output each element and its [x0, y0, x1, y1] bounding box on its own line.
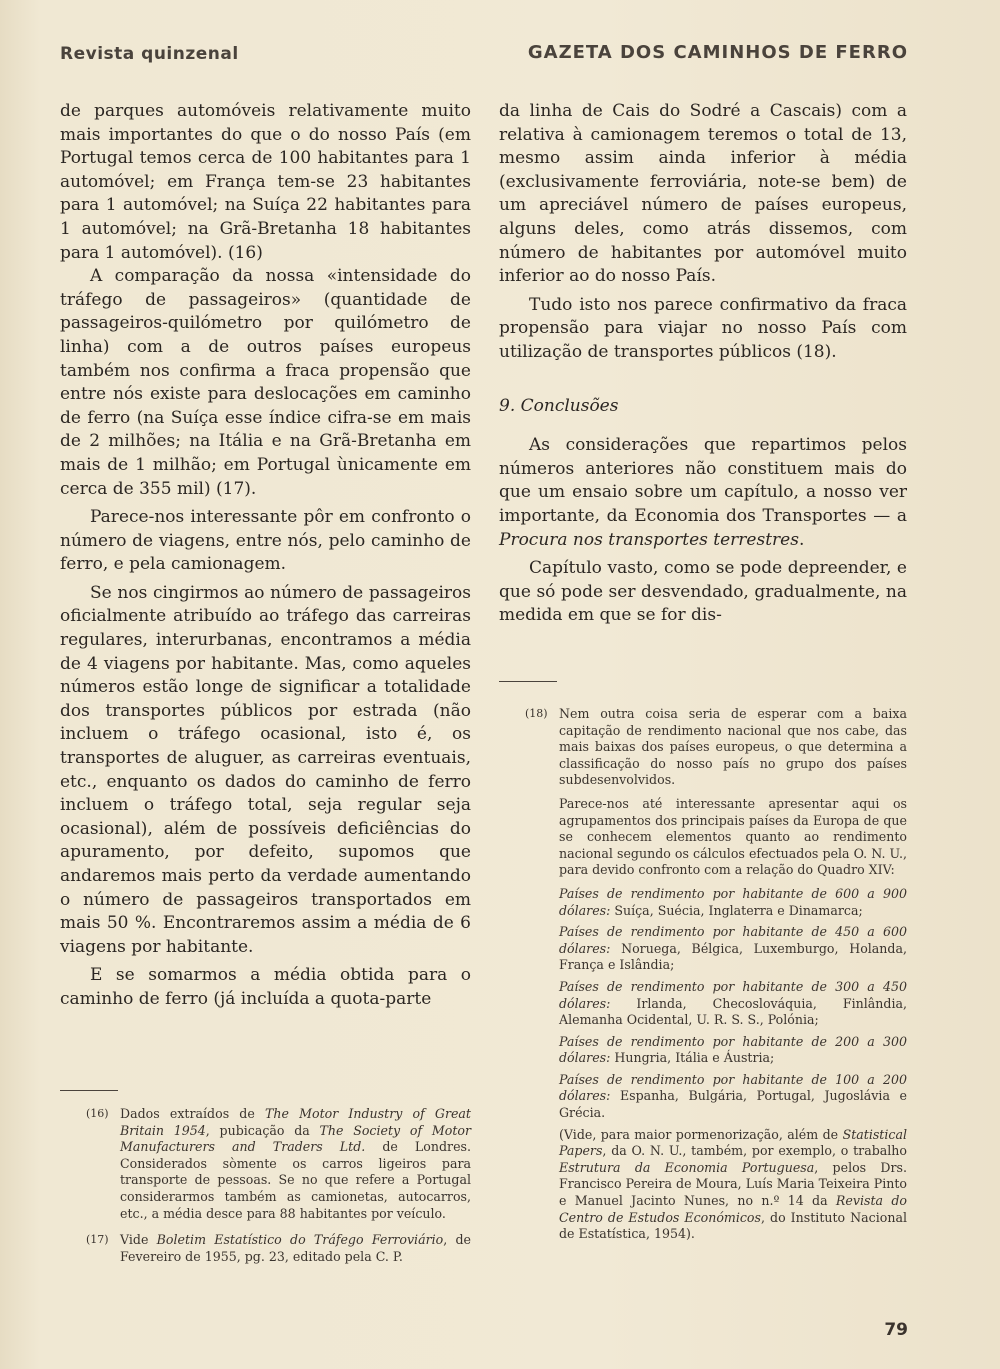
income-group-4: [499, 1034, 907, 1067]
italic-title: Estrutura da Economia Portuguesa: [559, 1159, 815, 1175]
section-heading: 9. Conclusões: [499, 395, 619, 416]
footnote-number: (17): [86, 1233, 109, 1247]
text-run: As considerações que repartimos pelos números anteriores não constituem mais do que um ensaio sobre um capítulo, a nosso ver importante, da Economia dos Transportes — a: [499, 435, 907, 526]
italic-title: Statistical Papers: [559, 1126, 907, 1159]
income-group-1: [499, 886, 907, 919]
paragraph: A comparação da nossa «intensidade do tráfego de passageiros» (quantidade de passageiros-quilómetro por quilómetro de linha) com a de outros países europeus também nos confirma a fraca propensão que entre nós existe para deslocações em caminho de ferro (na Suíça esse índice cifra-se em mais de 2 milhões; na Itália e na Grã-Bretanha em mais de 1 milhão; em Portugal ùnicamente em cerca de 355 mil) (17).: [60, 266, 471, 499]
text-run: Dados extraídos de: [120, 1106, 265, 1121]
footnote-number: (16): [86, 1107, 109, 1120]
text-run: , do Instituto Nacional de Estatística, 1954).: [559, 1209, 907, 1242]
italic-title: Boletim Estatístico do Tráfego Ferroviário: [156, 1232, 444, 1248]
running-header-left: Revista quinzenal: [60, 44, 239, 64]
footnote-paragraph: Parece-nos até interessante apresentar aqui os agrupamentos dos principais países da Europa de que se conhecem elementos quanto ao rendimento nacional segundo os cálculos efectuados pela O. N. U., para devido confronto com a relação do Quadro XIV:: [559, 795, 907, 878]
income-group-countries: Hungria, Itália e Áustria;: [610, 1050, 775, 1066]
footnote-number: (18): [525, 707, 548, 720]
page-number: 79: [884, 1320, 908, 1340]
income-group-3: [499, 979, 907, 1029]
income-group-2: [499, 924, 907, 974]
text-run: , pubicação da: [205, 1122, 320, 1138]
footnote-16: [60, 1106, 471, 1222]
left-column: [60, 100, 471, 1012]
income-group-label: Países de rendimento por habitante de 100 a 200 dólares:: [559, 1071, 907, 1104]
text-run: , pelos Drs. Francisco Pereira de Moura, Luís Maria Teixeira Pinto e Manuel Jacinto Nunes, no n.º 14 da: [559, 1159, 907, 1209]
footnote-18: [499, 706, 907, 789]
paragraph: Parece-nos interessante pôr em confronto o número de viagens, entre nós, pelo caminho de ferro, e pela camionagem.: [60, 507, 471, 575]
italic-title: The Society of Motor Manufacturers and Traders Ltd.: [120, 1122, 471, 1155]
income-group-label: Países de rendimento por habitante de 600 a 900 dólares:: [559, 885, 907, 918]
income-group-countries: Noruega, Bélgica, Luxemburgo, Holanda, França e Islândia;: [559, 940, 907, 973]
text-run: Vide: [120, 1232, 157, 1248]
income-group-5: [499, 1072, 907, 1122]
text-run: (Vide, para maior pormenorização, além de: [559, 1126, 843, 1142]
paragraph: [499, 434, 907, 552]
footnote-separator-left: [60, 1090, 118, 1091]
income-group-label: Países de rendimento por habitante de 300 a 450 dólares:: [559, 978, 907, 1011]
paragraph: E se somarmos a média obtida para o caminho de ferro (já incluída a quota-parte: [60, 965, 471, 1009]
italic-title: Procura nos transportes terrestres: [499, 529, 799, 550]
footnotes-left: [60, 1106, 471, 1272]
income-group-label: Países de rendimento por habitante de 450 a 600 dólares:: [559, 924, 907, 956]
text-run: , da O. N. U., também, por exemplo, o trabalho: [602, 1143, 907, 1159]
italic-title: The Motor Industry of Great Britain 1954: [120, 1106, 471, 1138]
running-header-right: GAZETA DOS CAMINHOS DE FERRO: [527, 42, 908, 63]
paragraph: Tudo isto nos parece confirmativo da fraca propensão para viajar no nosso País com utilização de transportes públicos (18).: [499, 294, 907, 362]
footnote-17: [60, 1232, 471, 1265]
italic-title: Revista do Centro de Estudos Económicos: [559, 1193, 907, 1225]
paragraph: Se nos cingirmos ao número de passageiros oficialmente atribuído ao tráfego das carreiras regulares, interurbanas, encontramos a média de 4 viagens por habitante. Mas, como aqueles números estão longe de significar a totalidade dos transportes públicos por estrada (não incluem o tráfego ocasional, isto é, os transportes de aluguer, as carreiras eventuais, etc., enquanto os dados do caminho de ferro incluem o tráfego total, seja regular seja ocasional), além de possíveis deficiências do apuramento, por defeito, supomos que andaremos mais perto da verdade aumentando o número de passageiros transportados em mais 50 %. Encontraremos assim a média de 6 viagens por habitante.: [60, 582, 471, 957]
paragraph: da linha de Cais do Sodré a Cascais) com a relativa à camionagem teremos o total de 13, mesmo assim ainda inferior à média (exclusivamente ferroviária, note-se bem) de um apreciável número de países europeus, alguns deles, como atrás dissemos, com número de habitantes por automóvel muito inferior ao do nosso País.: [499, 101, 907, 287]
paragraph: de parques automóveis relativamente muito mais importantes do que o do nosso País (em Portugal temos cerca de 100 habitantes para 1 automóvel; em França tem-se 23 habitantes para 1 automóvel; na Suíça 22 habitantes para 1 automóvel; na Grã-Bretanha 18 habitantes para 1 automóvel). (16): [60, 101, 471, 263]
text-run: , de Fevereiro de 1955, pg. 23, editado pela C. P.: [120, 1232, 471, 1264]
right-column: [499, 100, 907, 628]
text-run: .: [798, 529, 805, 550]
footnote-reference: [499, 1127, 907, 1243]
income-group-countries: Suíça, Suécia, Inglaterra e Dinamarca;: [610, 902, 863, 918]
footnote-separator-right: [499, 681, 557, 682]
income-group-countries: Irlanda, Checoslováquia, Finlândia, Alemanha Ocidental, U. R. S. S., Polónia;: [559, 995, 907, 1028]
text-run: Nem outra coisa seria de esperar com a baixa capitação de rendimento nacional que nos cabe, das mais baixas dos países europeus, o que determina a classificação do nosso país no grupo dos países subdesenvolvidos.: [559, 706, 907, 788]
text-run: de Londres. Considerados sòmente os carros ligeiros para transporte de pessoas. Se no que refere a Portugal considerarmos também as camionetas, autocarros, etc., a média desce para 88 habitantes por veículo.: [120, 1139, 471, 1221]
income-group-label: Países de rendimento por habitante de 200 a 300 dólares:: [559, 1033, 907, 1066]
footnotes-right: [499, 706, 907, 1250]
paragraph: Capítulo vasto, como se pode depreender, e que só pode ser desvendado, gradualmente, na medida em que se for dis-: [499, 558, 907, 626]
income-group-countries: Espanha, Bulgária, Portugal, Jugoslávia e Grécia.: [559, 1088, 907, 1121]
